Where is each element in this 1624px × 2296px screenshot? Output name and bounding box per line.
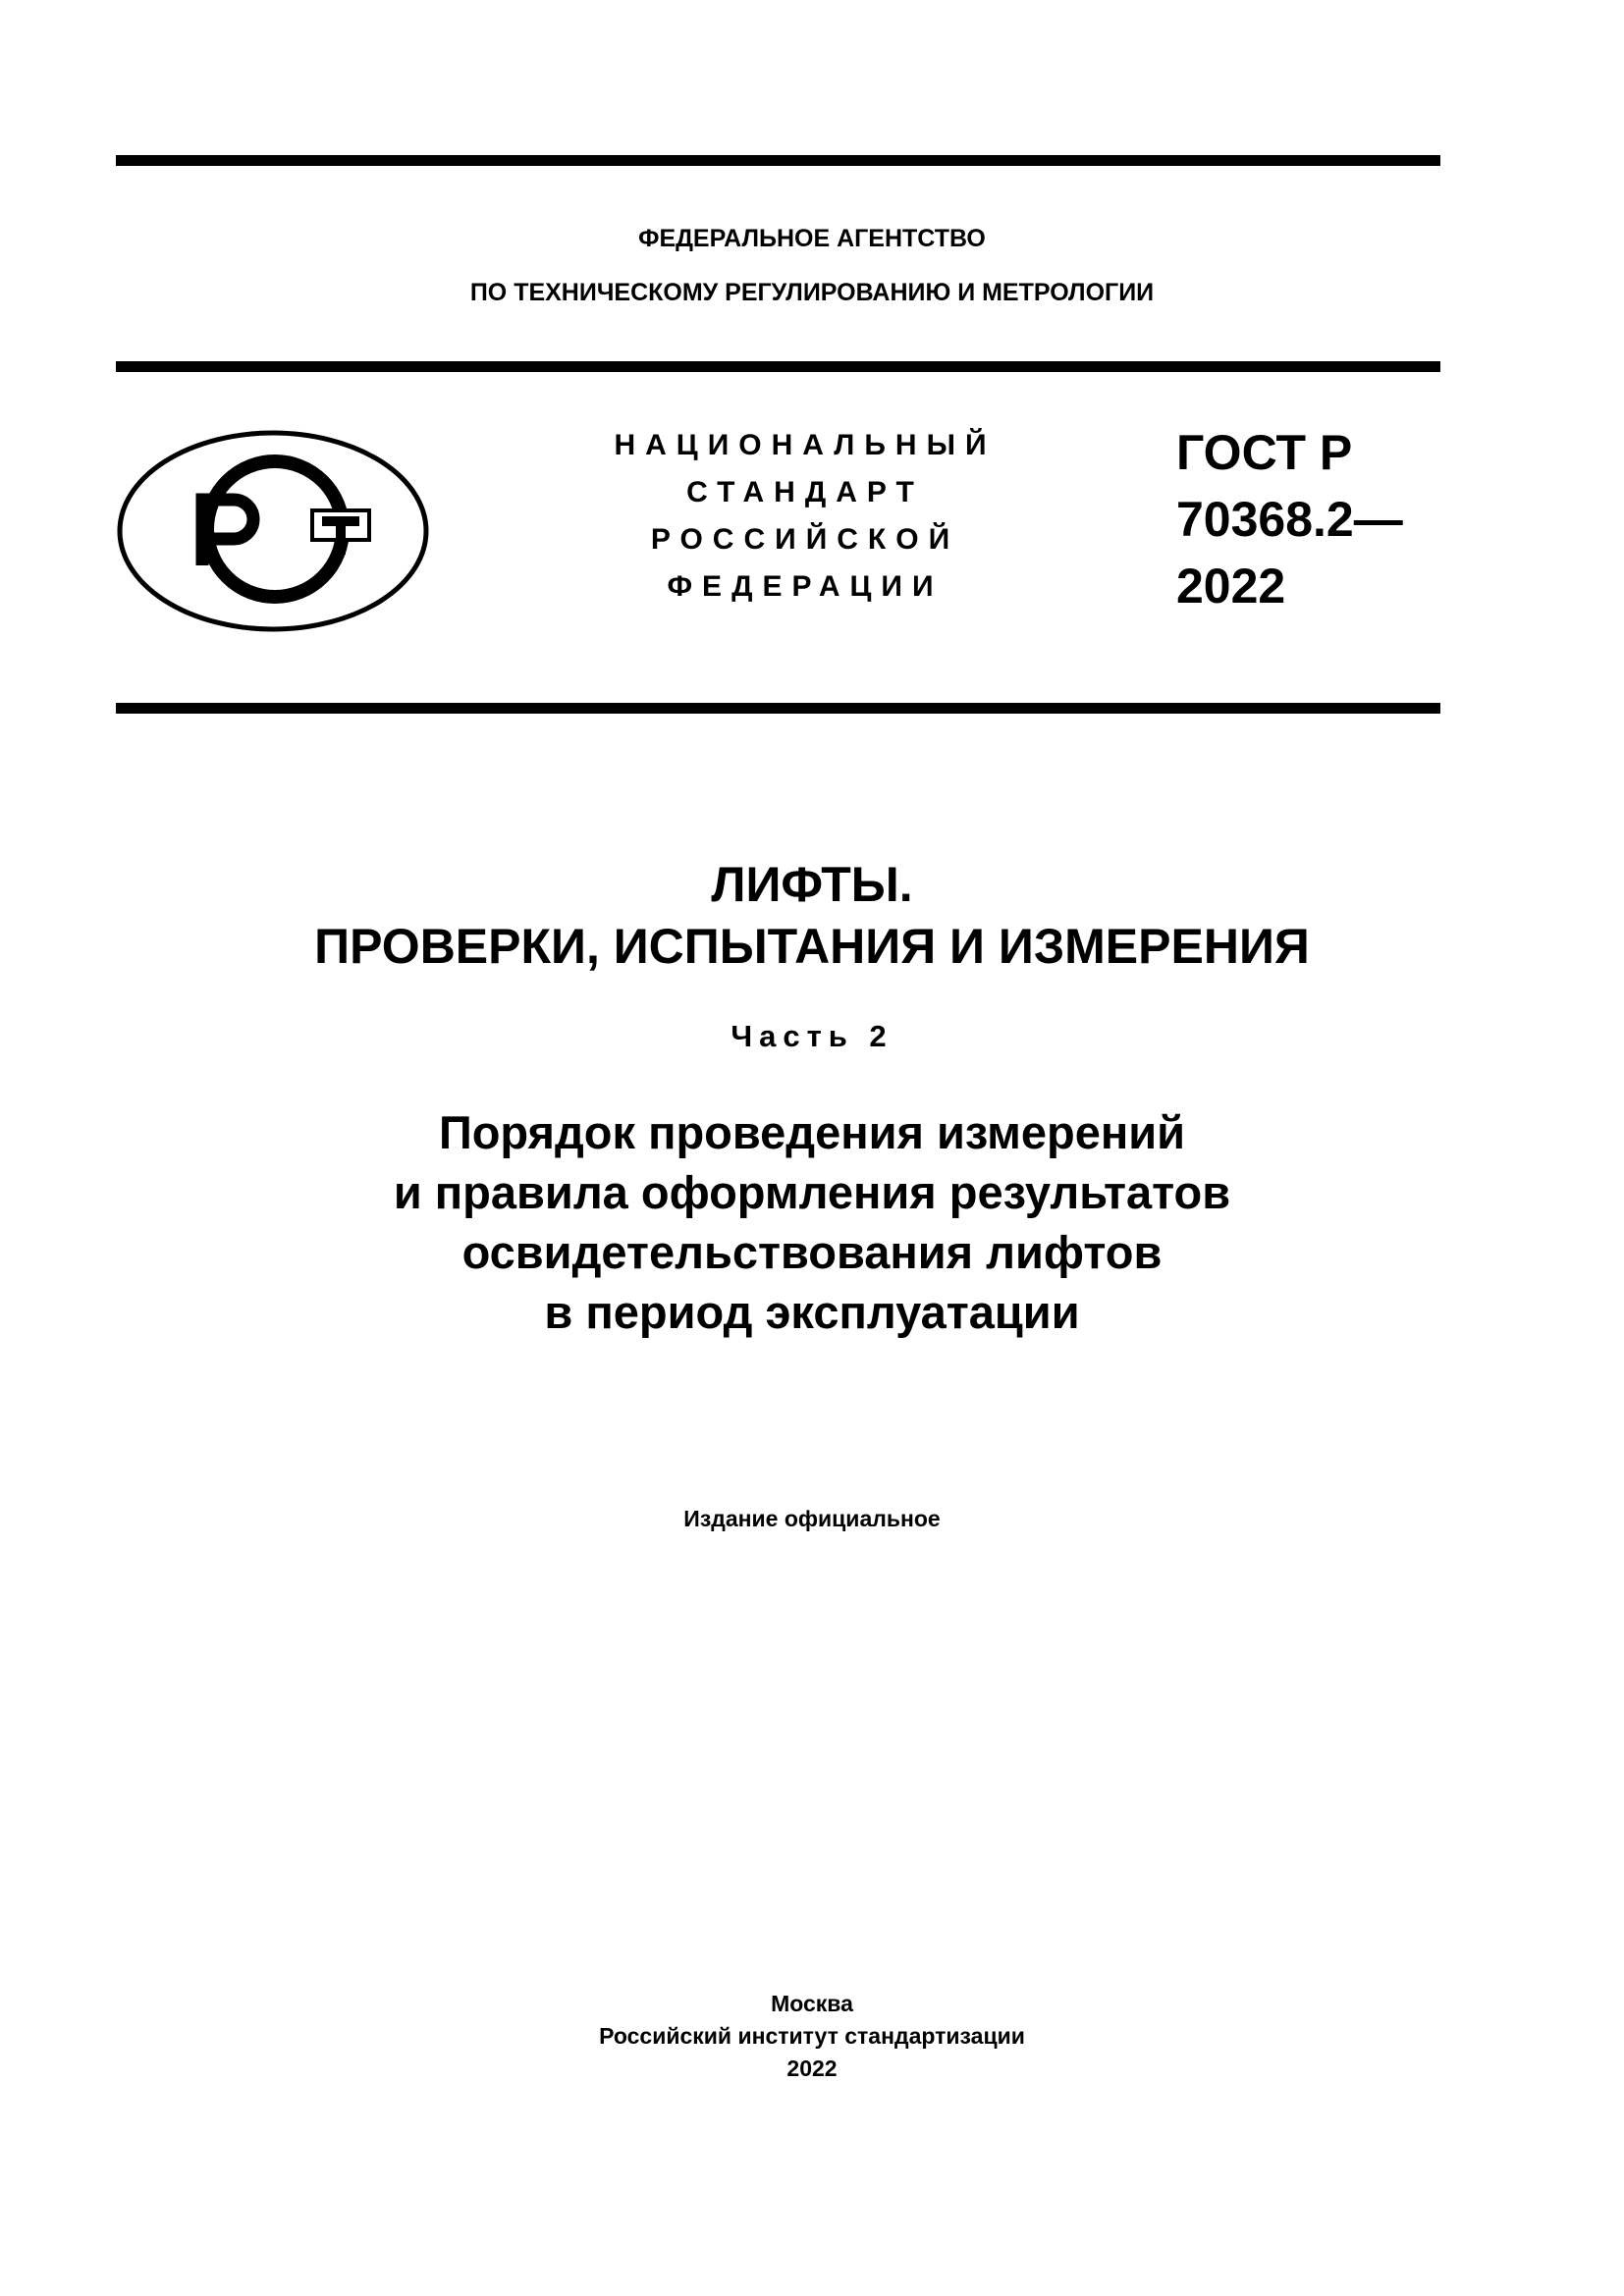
- national-standard-line-2: СТАНДАРТ: [686, 476, 924, 508]
- standard-designation: [1176, 419, 1403, 619]
- national-standard-line-4: ФЕДЕРАЦИИ: [667, 570, 944, 603]
- rst-gost-logo-icon: [116, 427, 430, 635]
- imprint-city: Москва: [771, 1991, 853, 2016]
- part-label: Часть 2: [731, 1019, 893, 1053]
- designation-line-1: ГОСТ Р: [1176, 425, 1353, 480]
- designation-line-2: 70368.2—: [1176, 492, 1403, 547]
- subtitle-line-3: освидетельствования лифтов: [461, 1226, 1163, 1278]
- header-rule: [116, 361, 1440, 372]
- imprint-year: 2022: [786, 2056, 838, 2081]
- top-rule: [116, 155, 1440, 166]
- masthead-bottom-rule: [116, 703, 1440, 714]
- title-line-2: ПРОВЕРКИ, ИСПЫТАНИЯ И ИЗМЕРЕНИЯ: [314, 919, 1310, 974]
- national-standard-line-1: НАЦИОНАЛЬНЫЙ: [614, 429, 997, 461]
- designation-line-3: 2022: [1176, 559, 1286, 614]
- title-line-1: ЛИФТЫ.: [711, 857, 913, 912]
- edition-label: Издание официальное: [683, 1506, 941, 1531]
- national-standard-label: [579, 422, 1021, 611]
- national-standard-line-3: РОССИЙСКОЙ: [650, 523, 960, 556]
- agency-line-2: ПО ТЕХНИЧЕСКОМУ РЕГУЛИРОВАНИЮ И МЕТРОЛОГИИ: [469, 279, 1155, 306]
- agency-line-1: ФЕДЕРАЛЬНОЕ АГЕНТСТВО: [638, 225, 986, 252]
- subtitle-line-4: в период эксплуатации: [544, 1286, 1080, 1338]
- subtitle-line-1: Порядок проведения измерений: [438, 1106, 1186, 1158]
- subtitle-line-2: и правила оформления результатов: [393, 1166, 1231, 1218]
- imprint-publisher: Российский институт стандартизации: [599, 2023, 1025, 2049]
